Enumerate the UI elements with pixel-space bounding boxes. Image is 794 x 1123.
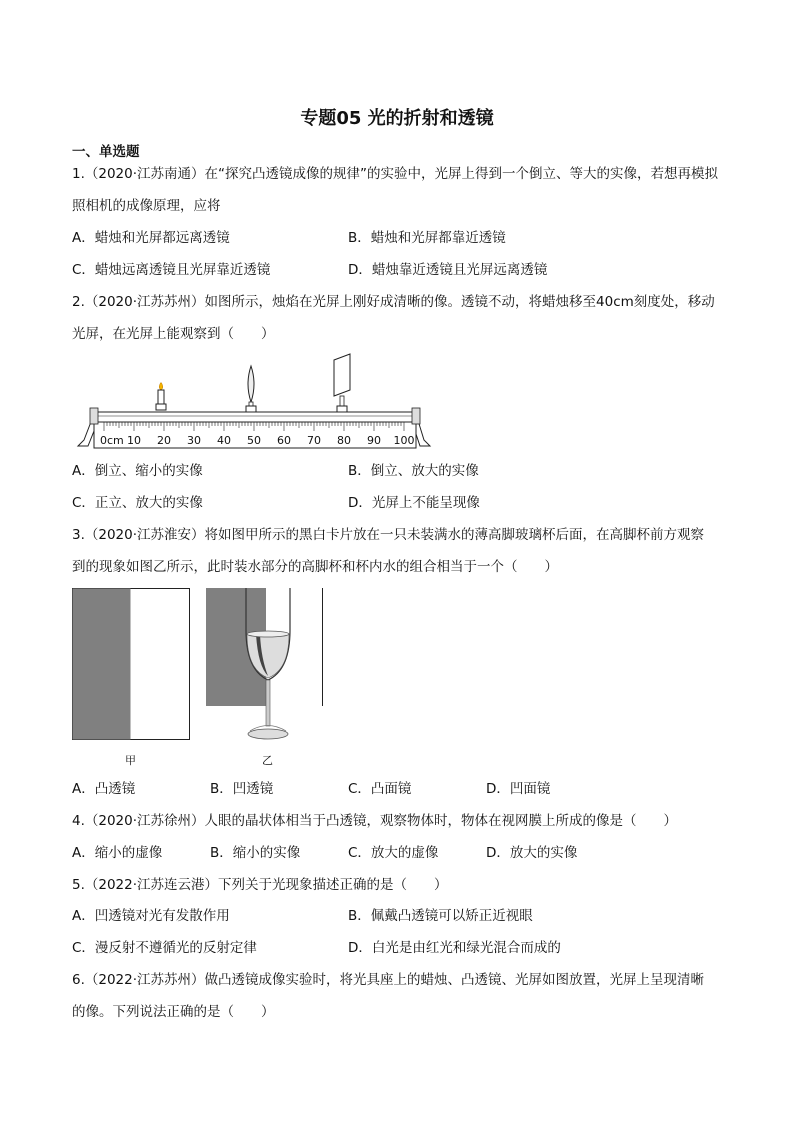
ruler-tick-label: 0cm [100,434,124,447]
q1-option-c[interactable]: C．蜡烛远离透镜且光屏靠近透镜 [72,262,271,278]
q3-stem-line2: 到的现象如图乙所示，此时装水部分的高脚杯和杯内水的组合相当于一个（ ） [72,559,558,575]
ruler-tick-label: 50 [247,434,261,447]
rail-end-left [90,408,98,424]
q4-option-d[interactable]: D．放大的实像 [486,845,578,861]
optical-bench-figure [72,352,432,452]
q1-stem-line2: 照相机的成像原理，应将 [72,198,221,214]
light-screen [334,354,350,412]
caption-jia: 甲 [125,754,136,767]
figure-jia-card [72,588,190,740]
q4-option-b[interactable]: B．缩小的实像 [210,845,301,861]
q1-stem-line1: 1.（2020·江苏南通）在“探究凸透镜成像的规律”的实验中，光屏上得到一个倒立、等大的实像，若想再模拟 [72,166,719,182]
ruler-tick-label: 70 [307,434,321,447]
q2-option-d[interactable]: D．光屏上不能呈现像 [348,495,480,511]
q1-option-b[interactable]: B．蜡烛和光屏都靠近透镜 [348,230,506,246]
q4-option-c[interactable]: C．放大的虚像 [348,845,439,861]
ruler-tick-label: 10 [127,434,141,447]
caption-yi: 乙 [262,754,273,767]
section-heading: 一、单选题 [72,144,140,160]
q2-stem-line2: 光屏，在光屏上能观察到（ ） [72,326,275,342]
q2-stem-line1: 2.（2020·江苏苏州）如图所示，烛焰在光屏上刚好成清晰的像。透镜不动，将蜡烛移至40cm刻度处，移动 [72,294,715,310]
q1-option-a[interactable]: A．蜡烛和光屏都远离透镜 [72,230,230,246]
q3-option-b[interactable]: B．凹透镜 [210,781,274,797]
q2-option-b[interactable]: B．倒立、放大的实像 [348,463,479,479]
q3-stem-line1: 3.（2020·江苏淮安）将如图甲所示的黑白卡片放在一只未装满水的薄高脚玻璃杯后面，在高脚杯前方观察 [72,527,705,543]
page-title: 专题05 光的折射和透镜 [300,108,494,129]
q5-option-c[interactable]: C．漫反射不遵循光的反射定律 [72,940,257,956]
q3-option-a[interactable]: A．凸透镜 [72,781,136,797]
q6-stem-line2: 的像。下列说法正确的是（ ） [72,1004,275,1020]
q2-option-c[interactable]: C．正立、放大的实像 [72,495,203,511]
q1-option-d[interactable]: D．蜡烛靠近透镜且光屏远离透镜 [348,262,548,278]
bench-rail [94,412,416,422]
q5-option-d[interactable]: D．白光是由红光和绿光混合而成的 [348,940,561,956]
q4-stem: 4.（2020·江苏徐州）人眼的晶状体相当于凸透镜，观察物体时，物体在视网膜上所成的像是（ ） [72,813,678,829]
rail-end-right [412,408,420,424]
candle [156,383,166,411]
ruler-tick-label: 20 [157,434,171,447]
ruler-tick-label: 80 [337,434,351,447]
q5-stem: 5.（2022·江苏连云港）下列关于光现象描述正确的是（ ） [72,877,448,893]
q5-option-b[interactable]: B．佩戴凸透镜可以矫正近视眼 [348,908,533,924]
q4-option-a[interactable]: A．缩小的虚像 [72,845,163,861]
ruler-tick-label: 60 [277,434,291,447]
ruler-tick-label: 30 [187,434,201,447]
figure-yi-goblet [206,588,326,748]
q2-option-a[interactable]: A．倒立、缩小的实像 [72,463,203,479]
q5-option-a[interactable]: A．凹透镜对光有发散作用 [72,908,230,924]
q3-option-d[interactable]: D．凹面镜 [486,781,551,797]
convex-lens [246,366,256,412]
q3-option-c[interactable]: C．凸面镜 [348,781,412,797]
ruler-tick-label: 100 [393,434,415,447]
q6-stem-line1: 6.（2022·江苏苏州）做凸透镜成像实验时，将光具座上的蜡烛、凸透镜、光屏如图放置，光屏上呈现清晰 [72,972,705,988]
ruler-tick-label: 90 [367,434,381,447]
ruler-tick-label: 40 [217,434,231,447]
